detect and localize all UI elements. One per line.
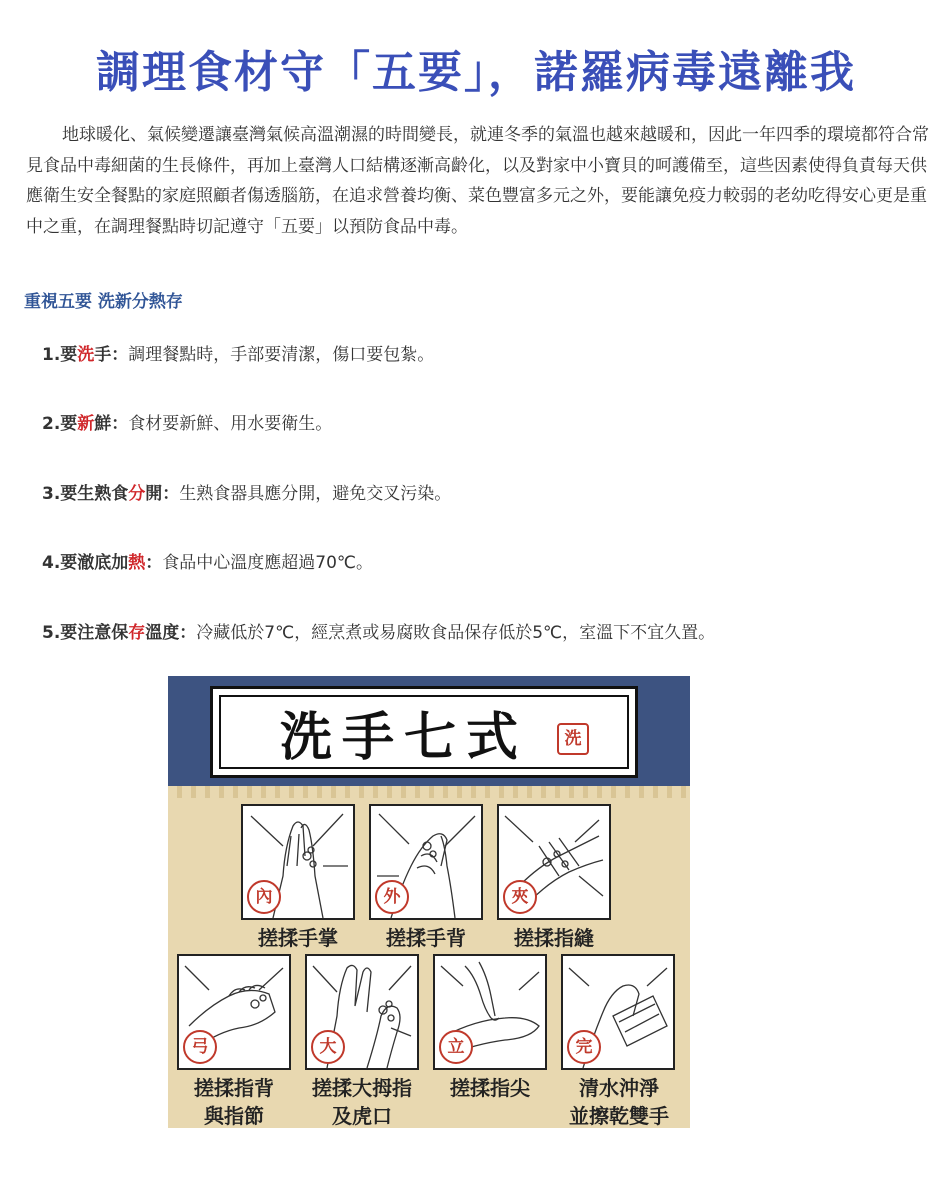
step-caption: 搓揉指尖	[450, 1076, 530, 1100]
rule-label-prefix: 1.要	[42, 345, 78, 365]
step-panel-thumb	[305, 954, 419, 1070]
rule-highlight: 分	[128, 484, 146, 504]
rule-item	[42, 548, 373, 573]
rule-highlight: 熱	[128, 553, 146, 573]
step-badge: 夾	[503, 880, 537, 914]
section-heading: 重視五要 洗新分熱存	[24, 292, 183, 312]
poster-divider	[168, 786, 690, 798]
rule-label-prefix: 5.要注意保	[42, 623, 129, 643]
step-badge: 立	[439, 1030, 473, 1064]
rule-highlight: 洗	[77, 345, 95, 365]
intro-paragraph	[26, 120, 942, 242]
step-badge: 外	[375, 880, 409, 914]
step-caption: 搓揉手掌	[258, 926, 338, 950]
rule-item	[42, 340, 434, 365]
rule-label-suffix: 溫度：	[145, 623, 197, 643]
rule-text: 調理餐點時，手部要清潔，傷口要包紮。	[128, 345, 435, 365]
rule-label-prefix: 3.要生熟食	[42, 484, 129, 504]
rule-label-suffix: 手：	[94, 345, 129, 365]
rule-label-prefix: 4.要澈底加	[42, 553, 129, 573]
poster-title: 洗手七式	[279, 706, 528, 768]
rule-text: 生熟食器具應分開，避免交叉污染。	[179, 484, 452, 504]
step-caption: 搓揉大拇指	[312, 1076, 412, 1100]
rule-text: 冷藏低於7℃，經烹煮或易腐敗食品保存低於5℃，室溫下不宜久置。	[196, 623, 716, 643]
step-caption: 搓揉指縫	[514, 926, 594, 950]
rule-item	[42, 479, 451, 504]
step-badge: 內	[247, 880, 281, 914]
poster-stamp: 洗	[557, 723, 589, 755]
step-caption: 清水沖淨	[579, 1076, 659, 1100]
step-panel-knuckles	[177, 954, 291, 1070]
rule-text: 食品中心溫度應超過70℃。	[162, 553, 374, 573]
step-badge: 弓	[183, 1030, 217, 1064]
rule-highlight: 存	[128, 623, 146, 643]
step-caption-line2: 與指節	[204, 1104, 264, 1128]
poster-title-sign	[210, 686, 638, 778]
rule-label-prefix: 2.要	[42, 414, 78, 434]
rule-label-suffix: 鮮：	[94, 414, 129, 434]
step-badge: 完	[567, 1030, 601, 1064]
rule-text: 食材要新鮮、用水要衛生。	[128, 414, 333, 434]
intro-text: 地球暖化、氣候變遷讓臺灣氣候高溫潮濕的時間變長，就連冬季的氣溫也越來越暖和，因此一年四季的環境都符合常見食品中毒細菌的生長條件，再加上臺灣人口結構逐漸高齡化，以及對家中小寶貝的呵護備至，這些因素使得負責每天供應衛生安全餐點的家庭照顧者傷透腦筋，在追求營養均衡、菜色豐富多元之外，要能讓免疫力較弱的老幼吃得安心更是重中之重，在調理餐點時切記遵守「五要」以預防食品中毒。	[26, 125, 929, 237]
step-panel-palm	[241, 804, 355, 920]
rule-highlight: 新	[77, 414, 95, 434]
step-panel-rinse	[561, 954, 675, 1070]
step-caption: 搓揉指背	[194, 1076, 274, 1100]
rule-label-suffix: ：	[145, 553, 163, 573]
page-title: 調理食材守「五要」，諾羅病毒遠離我	[96, 47, 856, 98]
step-caption-line2: 並擦乾雙手	[569, 1104, 669, 1128]
step-badge: 大	[311, 1030, 345, 1064]
rule-label-suffix: 開：	[145, 484, 180, 504]
rule-item	[42, 618, 715, 643]
handwashing-poster	[168, 676, 690, 1128]
step-panel-fingertips	[433, 954, 547, 1070]
step-caption-line2: 及虎口	[332, 1104, 392, 1128]
step-caption: 搓揉手背	[386, 926, 466, 950]
step-panel-back	[369, 804, 483, 920]
rule-item	[42, 409, 332, 434]
step-panel-fingers	[497, 804, 611, 920]
